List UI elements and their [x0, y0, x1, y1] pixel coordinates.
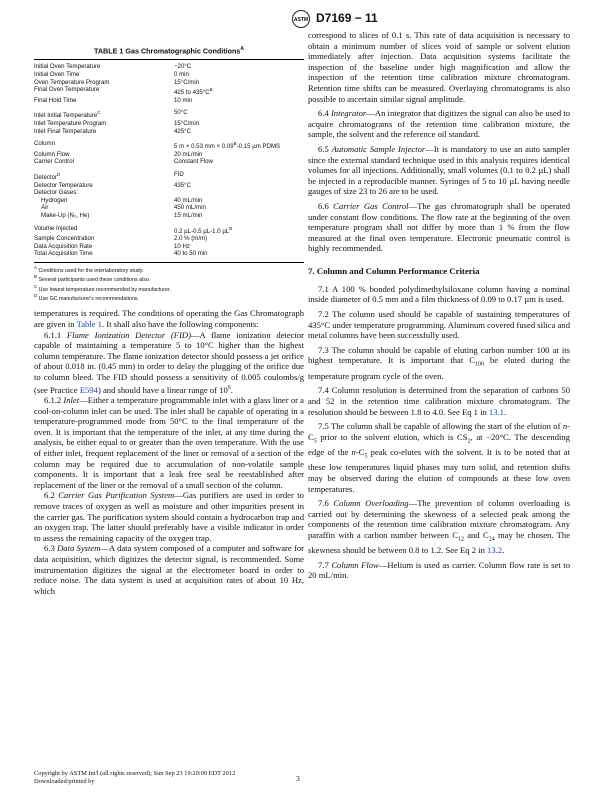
- paragraph-6-3: 6.3 Data System—A data system composed of a computer and software for data acquisition, which digitizes the detector signal, is recommended. Some instrumentation digitizes the signal at the electrometer board in order to reduce noise. The data system is used at acquisition rates of about 10 Hz, which: [34, 543, 305, 596]
- table-group-oven: [34, 63, 304, 104]
- e594-link[interactable]: E594: [79, 384, 98, 395]
- table-row: Detector Temperature 435°C: [34, 181, 192, 189]
- footnote: $^D$ Use GC manufacturer's recommendations.: [34, 293, 139, 302]
- table-row: Hydrogen 40 mL/min: [41, 196, 203, 204]
- paragraph-7-1: 7.1 A 100 % bonded polydimethylsiloxane column having a nominal inside diameter of 0.5 mm and a film thickness of 0.09 to 0.17 µm is used.: [308, 283, 570, 305]
- table-group-detector: [34, 171, 304, 220]
- table-row: Data Acquisition Rate 10 Hz: [34, 242, 190, 250]
- table-row: Inlet Temperature Program 15°C/min: [34, 120, 200, 128]
- gc-conditions-table: [34, 59, 304, 263]
- table-row: Total Acquisition Time 40 to 50 min: [34, 250, 208, 258]
- section-13-2-link[interactable]: 13.2: [487, 545, 503, 556]
- table-row: Inlet Initial Temperature$^C$ 50°C: [34, 109, 188, 120]
- table-group-injection: [34, 225, 304, 258]
- table-footnotes: [34, 265, 304, 302]
- footnote: $^B$ Several participants used these conditions also.: [34, 274, 151, 284]
- standard-designation: D7169 − 11: [316, 11, 378, 25]
- paragraph-7-6: 7.6 Column Overloading—The prevention of column overloading is carried out by determining the skewness of a selected peak among the components of the retention time calibration mixture chromatogram. Any paraffin with a carbon number between $C_{12}$ and $C_{24}$ may be chosen. The skewness should be between 0.8 to 1.2. See Eq 2 in 13.2.: [308, 498, 571, 556]
- footnote: $^A$ Conditions used for the interlaboratory study.: [34, 265, 144, 274]
- paragraph-7-5: 7.5 The column shall be capable of allowing the start of the elution of $n-C_5$ prior to the solvent elution, which is $CS_2$, at −20°C. The descending edge of the $n-C_5$ peak co-elutes with the solvent. It is to be noted that at these low temperatures liquid phases may turn solid, and retention shifts may be observed during the elution of compounds at these low oven temperatures.: [308, 421, 571, 494]
- paragraph-6-5: 6.5 Automatic Sample Injector—It is mandatory to use an auto sampler since the external standard technique used in this analysis requires identical volumes for all injections. Additionally, small volumes (0.1 to 0.2 µL) shall be injected in a reproducible manner. Syringes of 5 to 10 µL having needle gauges of size 23 to 26 are to be used.: [308, 143, 571, 197]
- table-row: Make-Up (N₂, He) 15 mL/min: [41, 212, 203, 220]
- paragraph-6-3-continued: correspond to slices of 0.1 s. This rate of data acquisition is necessary to obtain a minimum number of slices void of sample or solvent elution immediately after injection. Data acquisition systems facilitate the inspection of the baseline under high magnification and allow the inspection of the retention time calibration mixture chromatogram. Retention time shifts can be measured. Overlaying chromatograms is also possible to ascertain similar signal amplitude.: [308, 30, 570, 104]
- paragraph-6-continued: temperatures is required. The conditions of operating the Gas Chromatograph are given in Table 1. It shall also have the following components:: [34, 308, 304, 330]
- table-row: Sample Concentration 2.0 % (m/m): [34, 235, 208, 243]
- page-header: [0, 10, 600, 30]
- right-column: [308, 30, 570, 581]
- table-title: TABLE 1 Gas Chromatographic Conditions$^A$: [93, 46, 245, 56]
- table-row: Final Hold Time 10 min: [34, 96, 193, 104]
- paragraph-6-6: 6.6 Carrier Gas Control—The gas chromatograph shall be operated under constant flow conditions. The flow rate at the beginning of the oven temperature program shall not differ by more than 1 % from the flow measured at the final oven temperature. Electronic pneumatic control is highly recommended.: [308, 200, 570, 254]
- table-row: Oven Temperature Program 15°C/min: [34, 78, 200, 86]
- paragraph-6-1-1: 6.1.1 Flame Ionization Detector (FID)—A flame ionization detector capable of maintaining a temperature 5 to 10°C higher than the highest column temperature. The flame ionization detector should possess a jet orifice of about 0.018 in. (0.45 mm) in order to delay the plugging of the orifice due to column bleed. The FID should possess a sensitivity of 0.005 coulombs/g (see Practice E594) and should have a linear range of $10^6$.: [34, 329, 305, 395]
- paragraph-6-1-2: 6.1.2 Inlet—Either a temperature programmable inlet with a glass liner or a cool-on-column inlet can be used. The inlet shall be capable of operating in a temperature-programmed mode from 50°C to the final temperature of the oven. It is important that the temperature of the inlet, at any time during the analysis, be either equal to or greater than the oven temperature. With the use of either inlet, frequent replacement of the liner or removal of a section of the column may be required due to accumulation of non-volatile sample components. It is important that a leak free seal be reestablished after replacement of the liner or the removal of a small section of the column.: [34, 395, 304, 490]
- table-row: Final Oven Temperature 425 to $435^\circ C^B$: [34, 86, 213, 97]
- footnote: $^C$ Use lowest temperature recommended by manufacturer.: [34, 283, 171, 293]
- table-row: Detector Gases:: [34, 189, 79, 197]
- table-1-link[interactable]: Table 1: [76, 319, 102, 330]
- left-column: [34, 30, 304, 596]
- paragraph-7-7: 7.7 Column Flow—Helium is used as carrier. Column flow rate is set to 20 mL/min.: [308, 559, 570, 581]
- table-row: Volume Injected 0.2 µL-0.5 µL-1.0 µL$^B$: [34, 224, 233, 235]
- page-number: 3: [296, 774, 300, 783]
- table-row: Air 450 mL/min: [41, 204, 206, 212]
- table-row: Carrier Control Constant Flow: [34, 158, 213, 166]
- table-row: Initial Oven Temperature −20°C: [34, 63, 192, 71]
- paragraph-6-2: 6.2 Carrier Gas Purification System—Gas purifiers are used in order to remove traces of oxygen as well as moisture and other impurities present in the carrier gas. The purification system should contain a hydrocarbon trap and an oxygen trap. The latter should preferably have a visible indicator in order to assess the remaining capacity of the oxygen trap.: [34, 490, 304, 543]
- table-group-inlet: [34, 109, 304, 135]
- table-row: Column 5 m × 0.53 mm × $0.09^B-0.15$ µm PDMS: [34, 140, 281, 151]
- paragraph-7-4: 7.4 Column resolution is determined from the separation of carbons 50 and 52 in the retention time calibration mixture chromatogram. The resolution should be between 1.8 to 4.0. See Eq 1 in 13.1.: [308, 385, 570, 417]
- table-row: Initial Oven Time 0 min: [34, 70, 189, 78]
- paragraph-7-3: 7.3 The column should be capable of eluting carbon number 100 at its highest temperature. It is important that $C_{100}$ be eluted during the temperature program cycle of the oven.: [308, 344, 570, 381]
- section-7-heading: 7. Column and Column Performance Criteria: [308, 265, 480, 276]
- paragraph-6-4: 6.4 Integrator—An integrator that digitizes the signal can also be used to acquire chromatograms of the retention time calibration mixture, the sample, the solvent and the reference oil standard.: [308, 108, 570, 140]
- table-row: Column Flow 20 mL/min: [34, 150, 203, 158]
- paragraph-7-2: 7.2 The column used should be capable of sustaining temperatures of 435°C under temperature programming. Aluminum covered fused silica and metal columns have been successfully used.: [308, 309, 570, 341]
- table-group-column: [34, 140, 304, 166]
- section-13-1-link[interactable]: 13.1: [488, 406, 504, 417]
- table-row: Detector$^D$ FID: [34, 171, 184, 182]
- astm-logo: ASTM: [292, 10, 310, 28]
- copyright-footer: Copyright by ASTM Int'l (all rights reserved); Sun Sep 23 19:20:09 EDT 2012 Downloaded/printed by: [34, 770, 236, 785]
- table-row: Inlet Final Temperature 425°C: [34, 127, 192, 135]
